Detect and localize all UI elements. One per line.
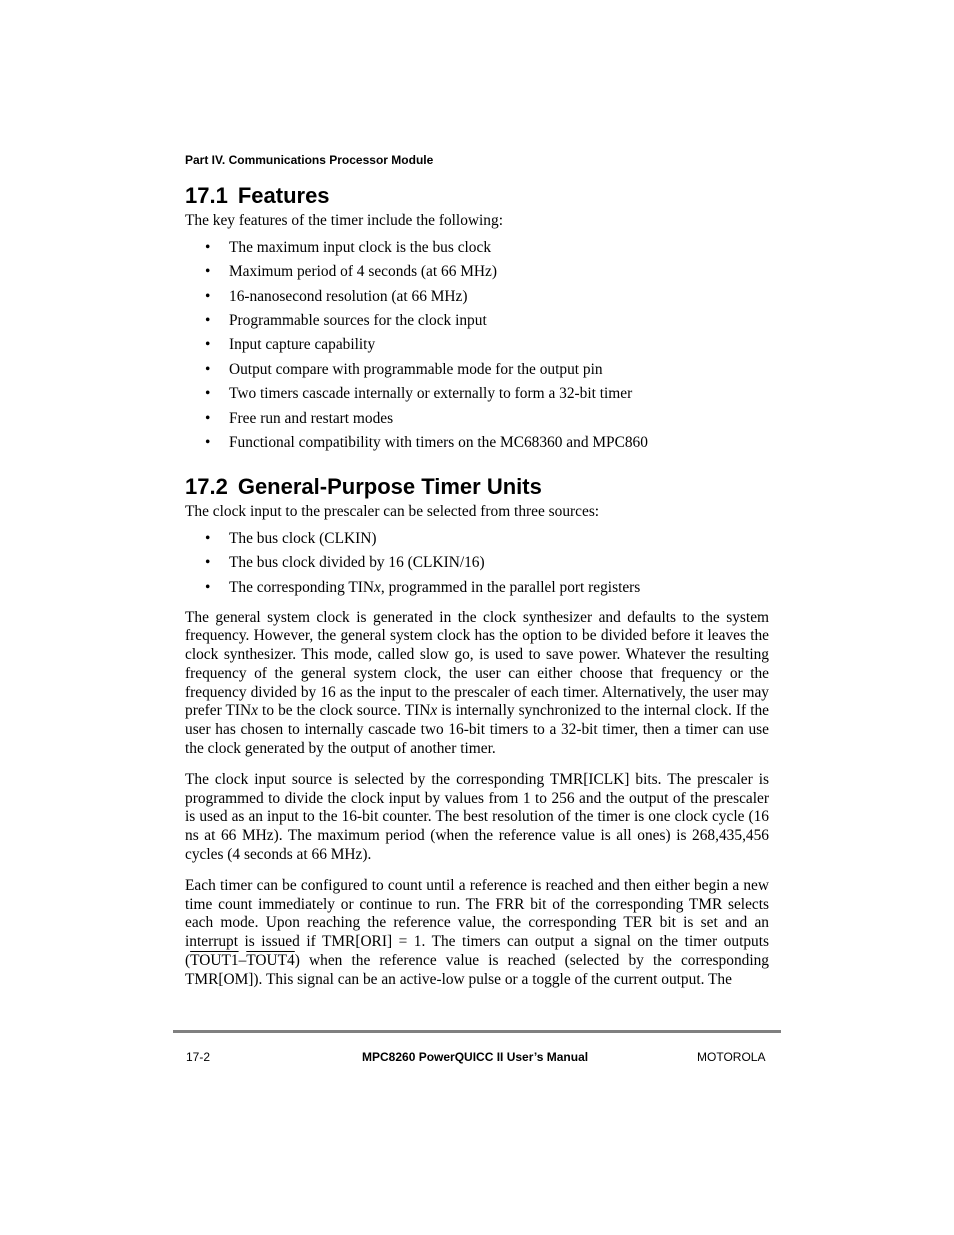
- section-title: General-Purpose Timer Units: [237, 473, 542, 499]
- list-item: • Free run and restart modes: [205, 409, 394, 427]
- section-number: 17.2: [185, 473, 228, 499]
- section-number: 17.1: [185, 183, 228, 208]
- list-item: • Two timers cascade internally or externally to form a 32-bit timer: [205, 385, 633, 403]
- paragraph-clock-input-source: The clock input source is selected by the corresponding TMR[ICLK] bits. The prescaler is programmed to divide the clock input by values from 1 to 256 and the output of the prescaler is used as an input to the 16-bit counter. The best resolution of the timer is one clock cycle (16 ns at 66 MHz). The maximum period (when the reference value is all ones) is 268,435,456 cycles (4 seconds at 66 MHz).: [185, 770, 769, 864]
- section-intro: The clock input to the prescaler can be selected from three sources:: [185, 502, 600, 520]
- list-item: • The bus clock (CLKIN): [205, 529, 377, 547]
- feature-list: [185, 239, 769, 452]
- bullet-icon: •: [205, 360, 211, 378]
- list-item: • Output compare with programmable mode for the output pin: [205, 360, 603, 378]
- section-features: [185, 182, 769, 452]
- section-title: Features: [237, 183, 330, 208]
- bullet-icon: •: [205, 433, 211, 451]
- list-item: • The maximum input clock is the bus clock: [205, 238, 492, 256]
- page-number: 17-2: [186, 1050, 211, 1064]
- running-head: Part IV. Communications Processor Module: [185, 153, 434, 167]
- section-intro: The key features of the timer include the following:: [185, 212, 503, 229]
- bullet-icon: •: [205, 263, 211, 281]
- section-heading: [185, 473, 769, 501]
- paragraph-system-clock: The general system clock is generated in the clock synthesizer and defaults to the system frequency. However, the general system clock has the option to be divided before it leaves the clock synthesizer. This mode, called slow go, is used to save power. Whatever the resulting frequency of the general system clock, the user can either choose that frequency or the frequency divided by 16 as the input to the prescaler of each timer. Alternatively, the user may prefer TINx to be the clock source. TINx is internally synchronized to the internal clock. If the user has chosen to internally cascade two 16-bit timers to a 32-bit timer, then a timer can use the clock generated by the output of another timer.: [185, 608, 769, 758]
- bullet-icon: •: [205, 385, 211, 403]
- signal-tout4: TOUT4: [246, 952, 295, 970]
- manual-title: MPC8260 PowerQUICC II User’s Manual: [362, 1050, 589, 1064]
- bullet-icon: •: [205, 554, 211, 572]
- list-item: • Programmable sources for the clock input: [205, 311, 487, 329]
- company-name: MOTOROLA: [697, 1050, 766, 1064]
- list-item: • Maximum period of 4 seconds (at 66 MHz): [205, 263, 497, 281]
- list-item: • Input capture capability: [205, 336, 376, 354]
- bullet-icon: •: [205, 529, 211, 547]
- bullet-icon: •: [205, 311, 211, 329]
- section-heading: [185, 182, 769, 210]
- bullet-icon: •: [205, 287, 211, 305]
- signal-tout1: TOUT1: [190, 952, 239, 970]
- bullet-icon: •: [205, 409, 211, 427]
- list-item: • Functional compatibility with timers on the MC68360 and MPC860: [205, 433, 648, 451]
- list-item: • The bus clock divided by 16 (CLKIN/16): [205, 554, 485, 572]
- bullet-icon: •: [205, 578, 211, 596]
- section-general-purpose-timer-units: [185, 473, 769, 990]
- bullet-icon: •: [205, 336, 211, 354]
- clock-source-list: [185, 530, 769, 597]
- list-item: • The corresponding TINx, programmed in the parallel port registers: [205, 578, 641, 596]
- bullet-icon: •: [205, 238, 211, 256]
- body-content: [185, 182, 769, 990]
- paragraph-reference-mode: Each timer can be configured to count until a reference is reached and then either begin a new time count immediately or continue to run. The FRR bit of the corresponding TMR selects each mode. Upon reaching the reference value, the corresponding TER bit is set and an interrupt is issued if TMR[ORI] = 1. The timers can output a signal on the timer outputs (TOUT1–TOUT4) when the reference value is reached (selected by the corresponding TMR[OM]). This signal can be an active-low pulse or a toggle of the current output. The: [185, 876, 769, 988]
- list-item: • 16-nanosecond resolution (at 66 MHz): [205, 287, 468, 305]
- footer-rule: [173, 1030, 781, 1033]
